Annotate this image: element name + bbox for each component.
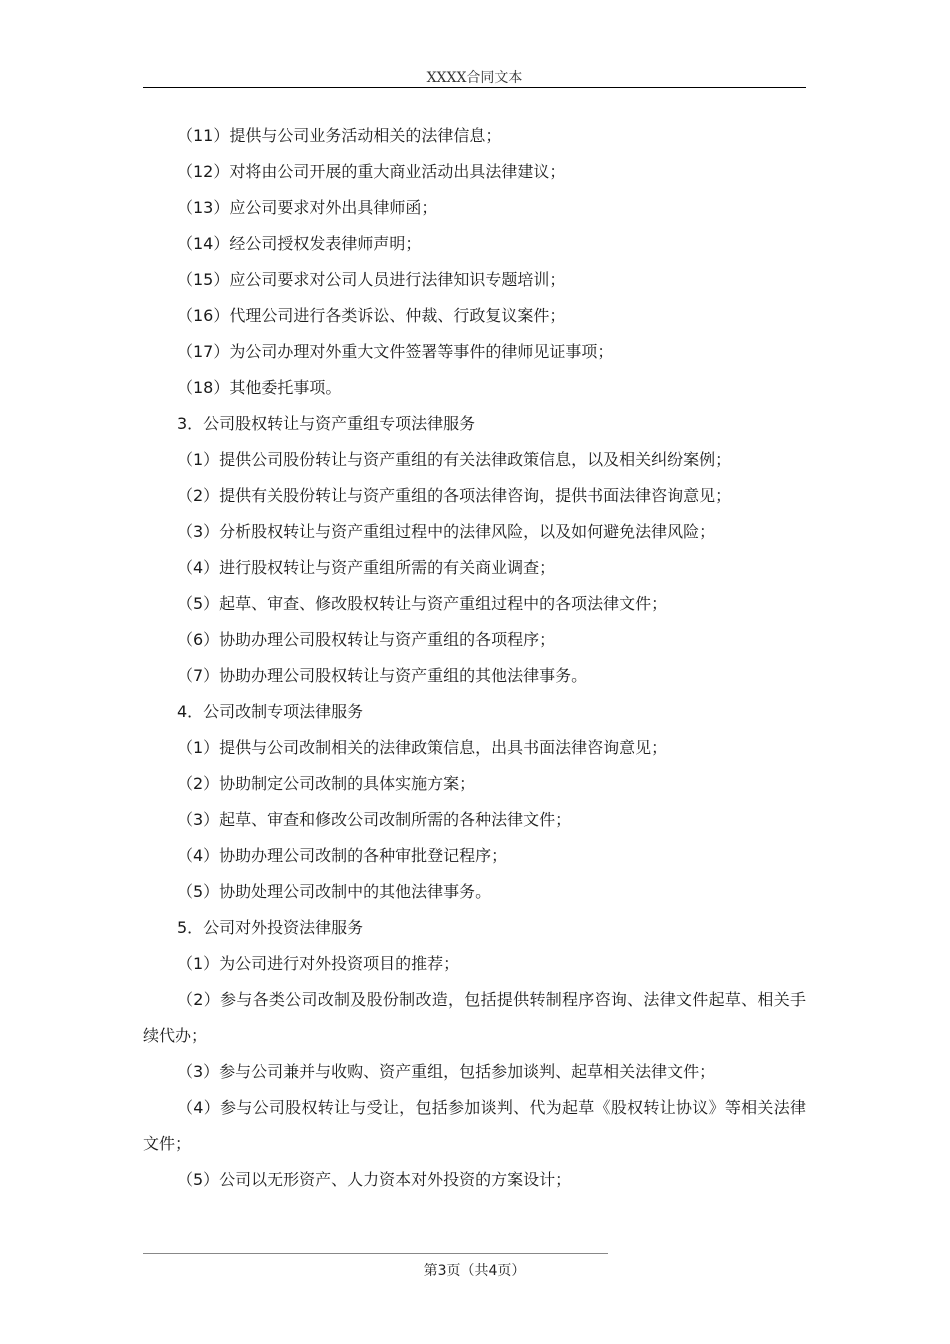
paragraph: （4）协助办理公司改制的各种审批登记程序；	[177, 846, 508, 865]
paragraph: （13）应公司要求对外出具律师函；	[177, 198, 438, 217]
paragraph: （2）参与各类公司改制及股份制改造，包括提供转制程序咨询、法律文件起草、相关手续代办；	[143, 990, 806, 1045]
paragraph: （1）提供与公司改制相关的法律政策信息，出具书面法律咨询意见；	[177, 738, 668, 757]
paragraph: （12）对将由公司开展的重大商业活动出具法律建议；	[177, 162, 566, 181]
paragraph: （5）起草、审查、修改股权转让与资产重组过程中的各项法律文件；	[177, 594, 668, 613]
page-number: 第3页（共4页）	[423, 1263, 526, 1279]
paragraph: （3）分析股权转让与资产重组过程中的法律风险，以及如何避免法律风险；	[177, 522, 716, 541]
paragraph: （18）其他委托事项。	[177, 378, 342, 397]
section-heading: 5．公司对外投资法律服务	[177, 918, 364, 937]
section-heading: 3．公司股权转让与资产重组专项法律服务	[177, 414, 476, 433]
paragraph: （1）为公司进行对外投资项目的推荐；	[177, 954, 460, 973]
paragraph: （14）经公司授权发表律师声明；	[177, 234, 422, 253]
paragraph: （1）提供公司股份转让与资产重组的有关法律政策信息，以及相关纠纷案例；	[177, 450, 732, 469]
footer-divider	[143, 1253, 608, 1254]
paragraph: （11）提供与公司业务活动相关的法律信息；	[177, 126, 502, 145]
paragraph: （4）进行股权转让与资产重组所需的有关商业调查；	[177, 558, 556, 577]
section-heading: 4．公司改制专项法律服务	[177, 702, 364, 721]
paragraph: （17）为公司办理对外重大文件签署等事件的律师见证事项；	[177, 342, 614, 361]
paragraph: （2）提供有关股份转让与资产重组的各项法律咨询，提供书面法律咨询意见；	[177, 486, 732, 505]
document-body	[143, 118, 806, 1198]
paragraph: （3）起草、审查和修改公司改制所需的各种法律文件；	[177, 810, 572, 829]
document-header-title: XXXX合同文本	[426, 70, 523, 86]
paragraph: （16）代理公司进行各类诉讼、仲裁、行政复议案件；	[177, 306, 566, 325]
paragraph: （6）协助办理公司股权转让与资产重组的各项程序；	[177, 630, 556, 649]
paragraph: （4）参与公司股权转让与受让，包括参加谈判、代为起草《股权转让协议》等相关法律文件；	[143, 1098, 806, 1153]
paragraph: （5）协助处理公司改制中的其他法律事务。	[177, 882, 492, 901]
paragraph: （7）协助办理公司股权转让与资产重组的其他法律事务。	[177, 666, 588, 685]
paragraph: （5）公司以无形资产、人力资本对外投资的方案设计；	[177, 1170, 572, 1189]
paragraph: （3）参与公司兼并与收购、资产重组，包括参加谈判、起草相关法律文件；	[177, 1062, 716, 1081]
paragraph: （15）应公司要求对公司人员进行法律知识专题培训；	[177, 270, 566, 289]
header-divider	[143, 87, 806, 88]
paragraph: （2）协助制定公司改制的具体实施方案；	[177, 774, 476, 793]
